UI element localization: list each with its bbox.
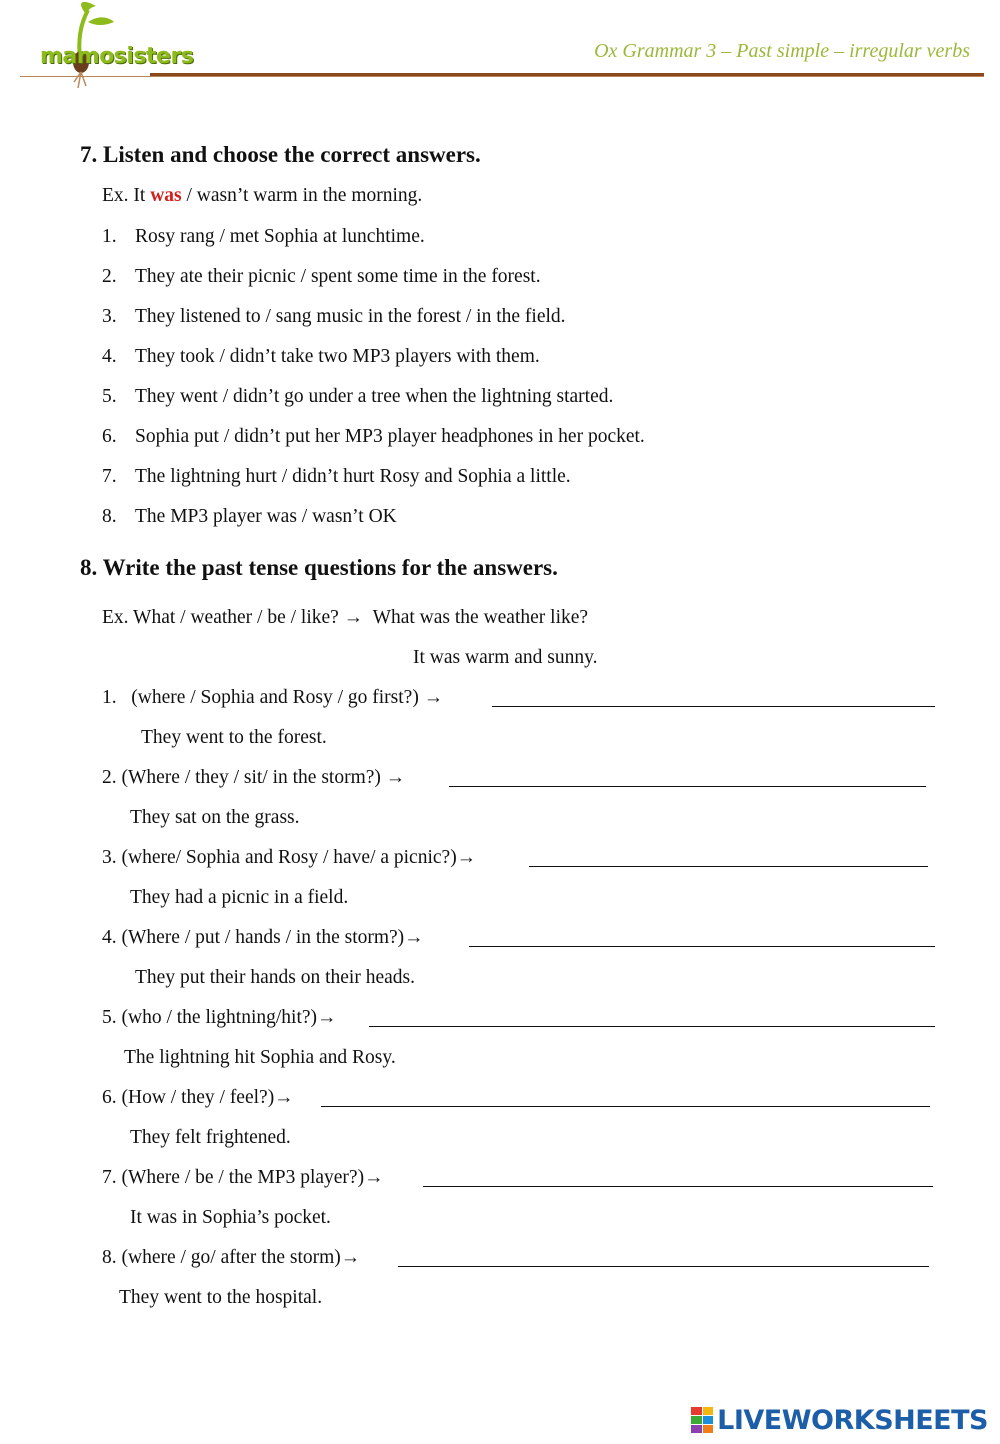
- s8-given-answer: They went to the hospital.: [119, 1287, 323, 1308]
- section8-example-answer: It was warm and sunny.: [413, 647, 598, 668]
- question-prompt: 3. (where/ Sophia and Rosy / have/ a picnic?)→: [102, 847, 477, 868]
- s8-question: [102, 1167, 384, 1189]
- s8-given-answer: It was in Sophia’s pocket.: [130, 1207, 331, 1228]
- item-text: They listened to / sang music in the forest / in the field.: [135, 306, 566, 327]
- item-number: 7.: [102, 466, 117, 487]
- answer-blank[interactable]: [449, 770, 926, 787]
- item-number: 6.: [102, 426, 117, 447]
- page-header-title: Ox Grammar 3 – Past simple – irregular verbs: [594, 40, 970, 62]
- s8-question: [102, 687, 443, 709]
- item-number: 5.: [102, 386, 117, 407]
- question-prompt: 6. (How / they / feel?)→: [102, 1087, 294, 1108]
- section8-example-prompt: Ex. What / weather / be / like? → What was the weather like?: [102, 607, 589, 628]
- liveworksheets-icon: [691, 1407, 713, 1433]
- s7-item[interactable]: [102, 466, 571, 488]
- item-number: 4.: [102, 346, 117, 367]
- section8-title: 8. Write the past tense questions for the answers.: [80, 555, 558, 580]
- liveworksheets-text: LIVEWORKSHEETS: [717, 1404, 988, 1436]
- question-prompt: 1. (where / Sophia and Rosy / go first?) →: [102, 687, 444, 708]
- s8-given-answer: They put their hands on their heads.: [135, 967, 415, 988]
- s8-question: [102, 1007, 337, 1029]
- item-number: 2.: [102, 266, 117, 287]
- question-prompt: 7. (Where / be / the MP3 player?)→: [102, 1167, 384, 1188]
- answer-blank[interactable]: [423, 1170, 933, 1187]
- item-text: Sophia put / didn’t put her MP3 player headphones in her pocket.: [135, 426, 645, 447]
- header-rule-thin: [20, 76, 984, 77]
- question-prompt: 5. (who / the lightning/hit?)→: [102, 1007, 337, 1028]
- answer-blank[interactable]: [492, 690, 935, 707]
- s7-item[interactable]: [102, 386, 614, 408]
- item-number: 8.: [102, 506, 117, 527]
- item-text: They took / didn’t take two MP3 players with them.: [135, 346, 540, 367]
- s8-question: [102, 847, 476, 869]
- s7-item[interactable]: [102, 306, 566, 328]
- s8-given-answer: They sat on the grass.: [130, 807, 300, 828]
- answer-blank[interactable]: [469, 930, 935, 947]
- s8-question: [102, 767, 405, 789]
- question-prompt: 4. (Where / put / hands / in the storm?)→: [102, 927, 424, 948]
- s8-given-answer: They had a picnic in a field.: [130, 887, 349, 908]
- s8-question: [102, 1087, 294, 1109]
- item-number: 1.: [102, 226, 117, 247]
- s7-item[interactable]: [102, 426, 645, 448]
- example-answer: was: [150, 185, 182, 206]
- answer-blank[interactable]: [529, 850, 928, 867]
- section7-example: [102, 185, 422, 207]
- s7-item[interactable]: [102, 346, 540, 368]
- question-prompt: 8. (where / go/ after the storm)→: [102, 1247, 361, 1268]
- s8-question: [102, 927, 424, 949]
- item-number: 3.: [102, 306, 117, 327]
- example-suffix: / wasn’t warm in the morning.: [181, 185, 423, 206]
- liveworksheets-brand[interactable]: [691, 1403, 988, 1437]
- s8-given-answer: They felt frightened.: [130, 1127, 291, 1148]
- item-text: They ate their picnic / spent some time in the forest.: [135, 266, 541, 287]
- question-prompt: 2. (Where / they / sit/ in the storm?) →: [102, 767, 406, 788]
- answer-blank[interactable]: [321, 1090, 930, 1107]
- s7-item[interactable]: [102, 226, 425, 248]
- logo-text: mamosisters: [40, 44, 194, 69]
- item-text: The MP3 player was / wasn’t OK: [135, 506, 397, 527]
- answer-blank[interactable]: [398, 1250, 929, 1267]
- s8-given-answer: The lightning hit Sophia and Rosy.: [124, 1047, 396, 1068]
- s7-item[interactable]: [102, 266, 541, 288]
- s8-given-answer: They went to the forest.: [141, 727, 327, 748]
- example-prefix: Ex. It: [102, 185, 151, 206]
- item-text: Rosy rang / met Sophia at lunchtime.: [135, 226, 425, 247]
- s7-item[interactable]: [102, 506, 397, 528]
- item-text: They went / didn’t go under a tree when the lightning started.: [135, 386, 614, 407]
- answer-blank[interactable]: [369, 1010, 935, 1027]
- s8-question: [102, 1247, 360, 1269]
- item-text: The lightning hurt / didn’t hurt Rosy and Sophia a little.: [135, 466, 571, 487]
- section7-title: 7. Listen and choose the correct answers.: [80, 142, 481, 167]
- logo: [18, 0, 194, 92]
